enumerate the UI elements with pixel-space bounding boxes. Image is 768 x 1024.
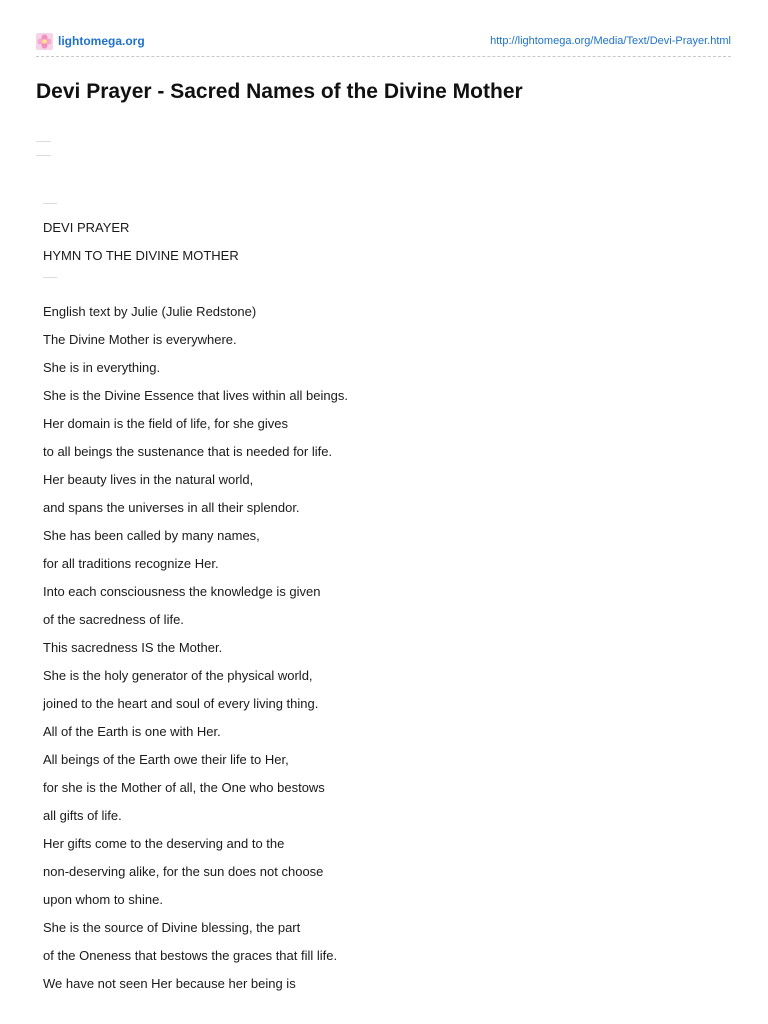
document-body	[43, 214, 733, 998]
flower-logo-icon	[36, 33, 53, 50]
text-line: She is in everything.	[43, 360, 161, 375]
text-line: Her domain is the field of life, for she gives	[43, 416, 288, 431]
text-line: joined to the heart and soul of every living thing.	[43, 696, 319, 711]
site-header	[36, 30, 731, 57]
text-line: for she is the Mother of all, the One who bestows	[43, 780, 325, 795]
text-line: All of the Earth is one with Her.	[43, 724, 221, 739]
text-line: She has been called by many names,	[43, 528, 260, 543]
text-line: of the sacredness of life.	[43, 612, 184, 627]
page-title: Devi Prayer - Sacred Names of the Divine Mother	[36, 80, 523, 103]
text-line: and spans the universes in all their splendor.	[43, 500, 300, 515]
text-line: to all beings the sustenance that is needed for life.	[43, 444, 333, 459]
text-line: Her beauty lives in the natural world,	[43, 472, 254, 487]
divider	[43, 277, 57, 278]
divider	[43, 203, 57, 204]
text-line: of the Oneness that bestows the graces that fill life.	[43, 948, 338, 963]
site-name-link[interactable]: lightomega.org	[58, 34, 145, 48]
text-line: She is the Divine Essence that lives within all beings.	[43, 388, 348, 403]
text-line: The Divine Mother is everywhere.	[43, 332, 237, 347]
text-line: for all traditions recognize Her.	[43, 556, 219, 571]
text-line: She is the holy generator of the physical world,	[43, 668, 313, 683]
document-subheading: HYMN TO THE DIVINE MOTHER	[43, 248, 239, 263]
text-line: We have not seen Her because her being is	[43, 976, 296, 991]
divider	[36, 155, 51, 156]
divider	[36, 141, 51, 142]
text-line: All beings of the Earth owe their life to Her,	[43, 752, 289, 767]
text-line: This sacredness IS the Mother.	[43, 640, 223, 655]
text-line: all gifts of life.	[43, 808, 122, 823]
section-gap	[43, 270, 733, 298]
text-line: non-deserving alike, for the sun does not choose	[43, 864, 324, 879]
text-line: Into each consciousness the knowledge is given	[43, 584, 321, 599]
text-line: English text by Julie (Julie Redstone)	[43, 304, 257, 319]
text-line: Her gifts come to the deserving and to the	[43, 836, 285, 851]
text-line: She is the source of Divine blessing, the part	[43, 920, 301, 935]
page-url-link[interactable]: http://lightomega.org/Media/Text/Devi-Prayer.html	[490, 35, 731, 47]
prayer-text	[43, 298, 733, 998]
document-heading: DEVI PRAYER	[43, 220, 130, 235]
text-line: upon whom to shine.	[43, 892, 163, 907]
